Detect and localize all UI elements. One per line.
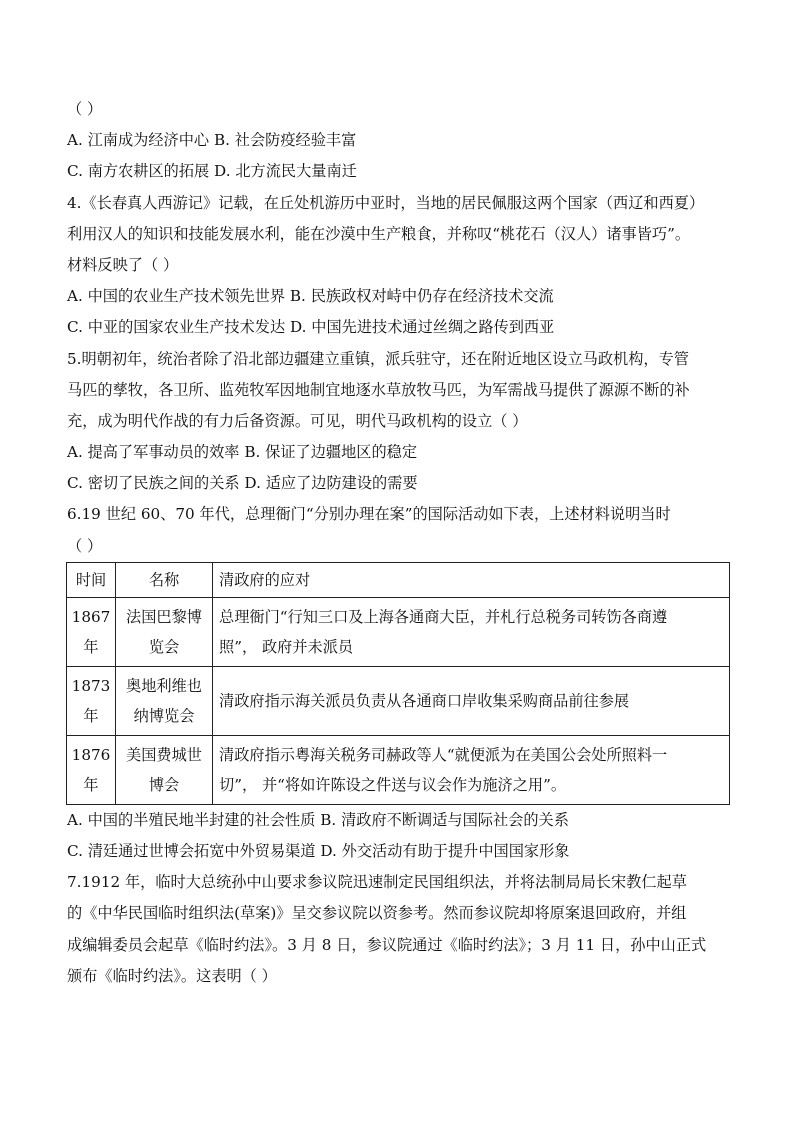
cell-time-year: 1873 xyxy=(71,676,111,695)
q4-options-ab: A. 中国的农业生产技术领先世界 B. 民族政权对峙中仍存在经济技术交流 xyxy=(67,287,554,306)
cell-time-unit: 年 xyxy=(83,637,99,656)
table-row xyxy=(67,666,730,735)
cell-name-line1: 奥地利维也 xyxy=(126,676,202,695)
q7-stem-line1: 7.1912 年，临时大总统孙中山要求参议院迅速制定民国组织法，并将法制局局长宋教仁起草 xyxy=(67,873,687,892)
q4-stem-line3: 材料反映了（ ） xyxy=(67,255,179,274)
q4-stem-line1: 4.《长春真人西游记》记载，在丘处机游历中亚时，当地的居民佩服这两个国家（西辽和西夏） xyxy=(67,193,705,212)
cell-name-line1: 法国巴黎博 xyxy=(126,607,202,626)
cell-name-line2: 纳博览会 xyxy=(133,706,195,725)
cell-time xyxy=(67,597,116,666)
q5-options-ab: A. 提高了军事动员的效率 B. 保证了边疆地区的稳定 xyxy=(67,443,418,462)
table-row xyxy=(67,735,730,804)
cell-name xyxy=(116,666,213,735)
table-row xyxy=(67,597,730,666)
q5-stem-line3: 充，成为明代作战的有力后备资源。可见，明代马政机构的设立（ ） xyxy=(67,411,528,430)
q7-stem-line3: 成编辑委员会起草《临时约法》。3 月 8 日，参议院通过《临时约法》；3 月 11 日，孙中山正式 xyxy=(67,935,707,954)
q6-stem-line2: （ ） xyxy=(67,536,103,555)
cell-response xyxy=(213,735,730,804)
cell-response-line1: 总理衙门“行知三口及上海各通商大臣，并札行总税务司转饬各商遵 xyxy=(219,607,668,626)
q5-options-cd: C. 密切了民族之间的关系 D. 适应了边防建设的需要 xyxy=(67,474,418,493)
cell-time-unit: 年 xyxy=(83,775,99,794)
q3-stem-tail: （ ） xyxy=(67,100,103,118)
q5-stem-line1: 5.明朝初年，统治者除了沿北部边疆建立重镇，派兵驻守，还在附近地区设立马政机构，专管 xyxy=(67,349,689,368)
header-name: 名称 xyxy=(116,562,213,597)
q5-stem-line2: 马匹的孳牧，各卫所、监苑牧军因地制宜地逐水草放牧马匹，为军需战马提供了源源不断的补 xyxy=(67,380,690,399)
cell-time-year: 1867 xyxy=(71,607,111,626)
cell-response-line2: 切”， 并“将如许陈设之件送与议会作为施济之用”。 xyxy=(219,775,567,794)
cell-name xyxy=(116,735,213,804)
q7-stem-line4: 颁布《临时约法》。这表明（ ） xyxy=(67,966,277,985)
q6-options-ab: A. 中国的半殖民地半封建的社会性质 B. 清政府不断调适与国际社会的关系 xyxy=(67,810,569,829)
header-response: 清政府的应对 xyxy=(213,562,730,597)
cell-response xyxy=(213,597,730,666)
cell-name-line2: 博会 xyxy=(148,775,180,794)
cell-time-year: 1876 xyxy=(71,745,111,764)
q4-stem-line2: 利用汉人的知识和技能发展水利，能在沙漠中生产粮食，并称叹“桃花石（汉人）诸事皆巧”。 xyxy=(67,224,691,243)
q6-options-cd: C. 清廷通过世博会拓宽中外贸易渠道 D. 外交活动有助于提升中国国家形象 xyxy=(67,842,570,860)
cell-name-line1: 美国费城世 xyxy=(126,745,202,764)
q3-options-ab: A. 江南成为经济中心 B. 社会防疫经验丰富 xyxy=(67,131,357,150)
cell-response xyxy=(213,666,730,735)
q3-options-cd: C. 南方农耕区的拓展 D. 北方流民大量南迁 xyxy=(67,162,357,181)
cell-name xyxy=(116,597,213,666)
exam-page xyxy=(67,94,732,992)
cell-time xyxy=(67,666,116,735)
q6-table xyxy=(66,562,730,805)
cell-time xyxy=(67,735,116,804)
q7-stem-line2: 的《中华民国临时组织法(草案)》呈交参议院以资参考。然而参议院却将原案退回政府，并组 xyxy=(67,904,687,923)
cell-time-unit: 年 xyxy=(83,706,99,725)
q6-stem-line1: 6.19 世纪 60、70 年代，总理衙门“分别办理在案”的国际活动如下表，上述材料说明当时 xyxy=(67,505,671,524)
table-header-row xyxy=(67,562,730,597)
cell-response-line2: 照”， 政府并未派员 xyxy=(219,637,354,656)
header-time: 时间 xyxy=(67,562,116,597)
cell-response-line1: 清政府指示海关派员负责从各通商口岸收集采购商品前往参展 xyxy=(219,691,630,710)
q4-options-cd: C. 中亚的国家农业生产技术发达 D. 中国先进技术通过丝绸之路传到西亚 xyxy=(67,318,555,337)
cell-response-line1: 清政府指示粤海关税务司赫政等人“就便派为在美国公会处所照料一 xyxy=(219,745,668,764)
cell-name-line2: 览会 xyxy=(148,637,180,656)
